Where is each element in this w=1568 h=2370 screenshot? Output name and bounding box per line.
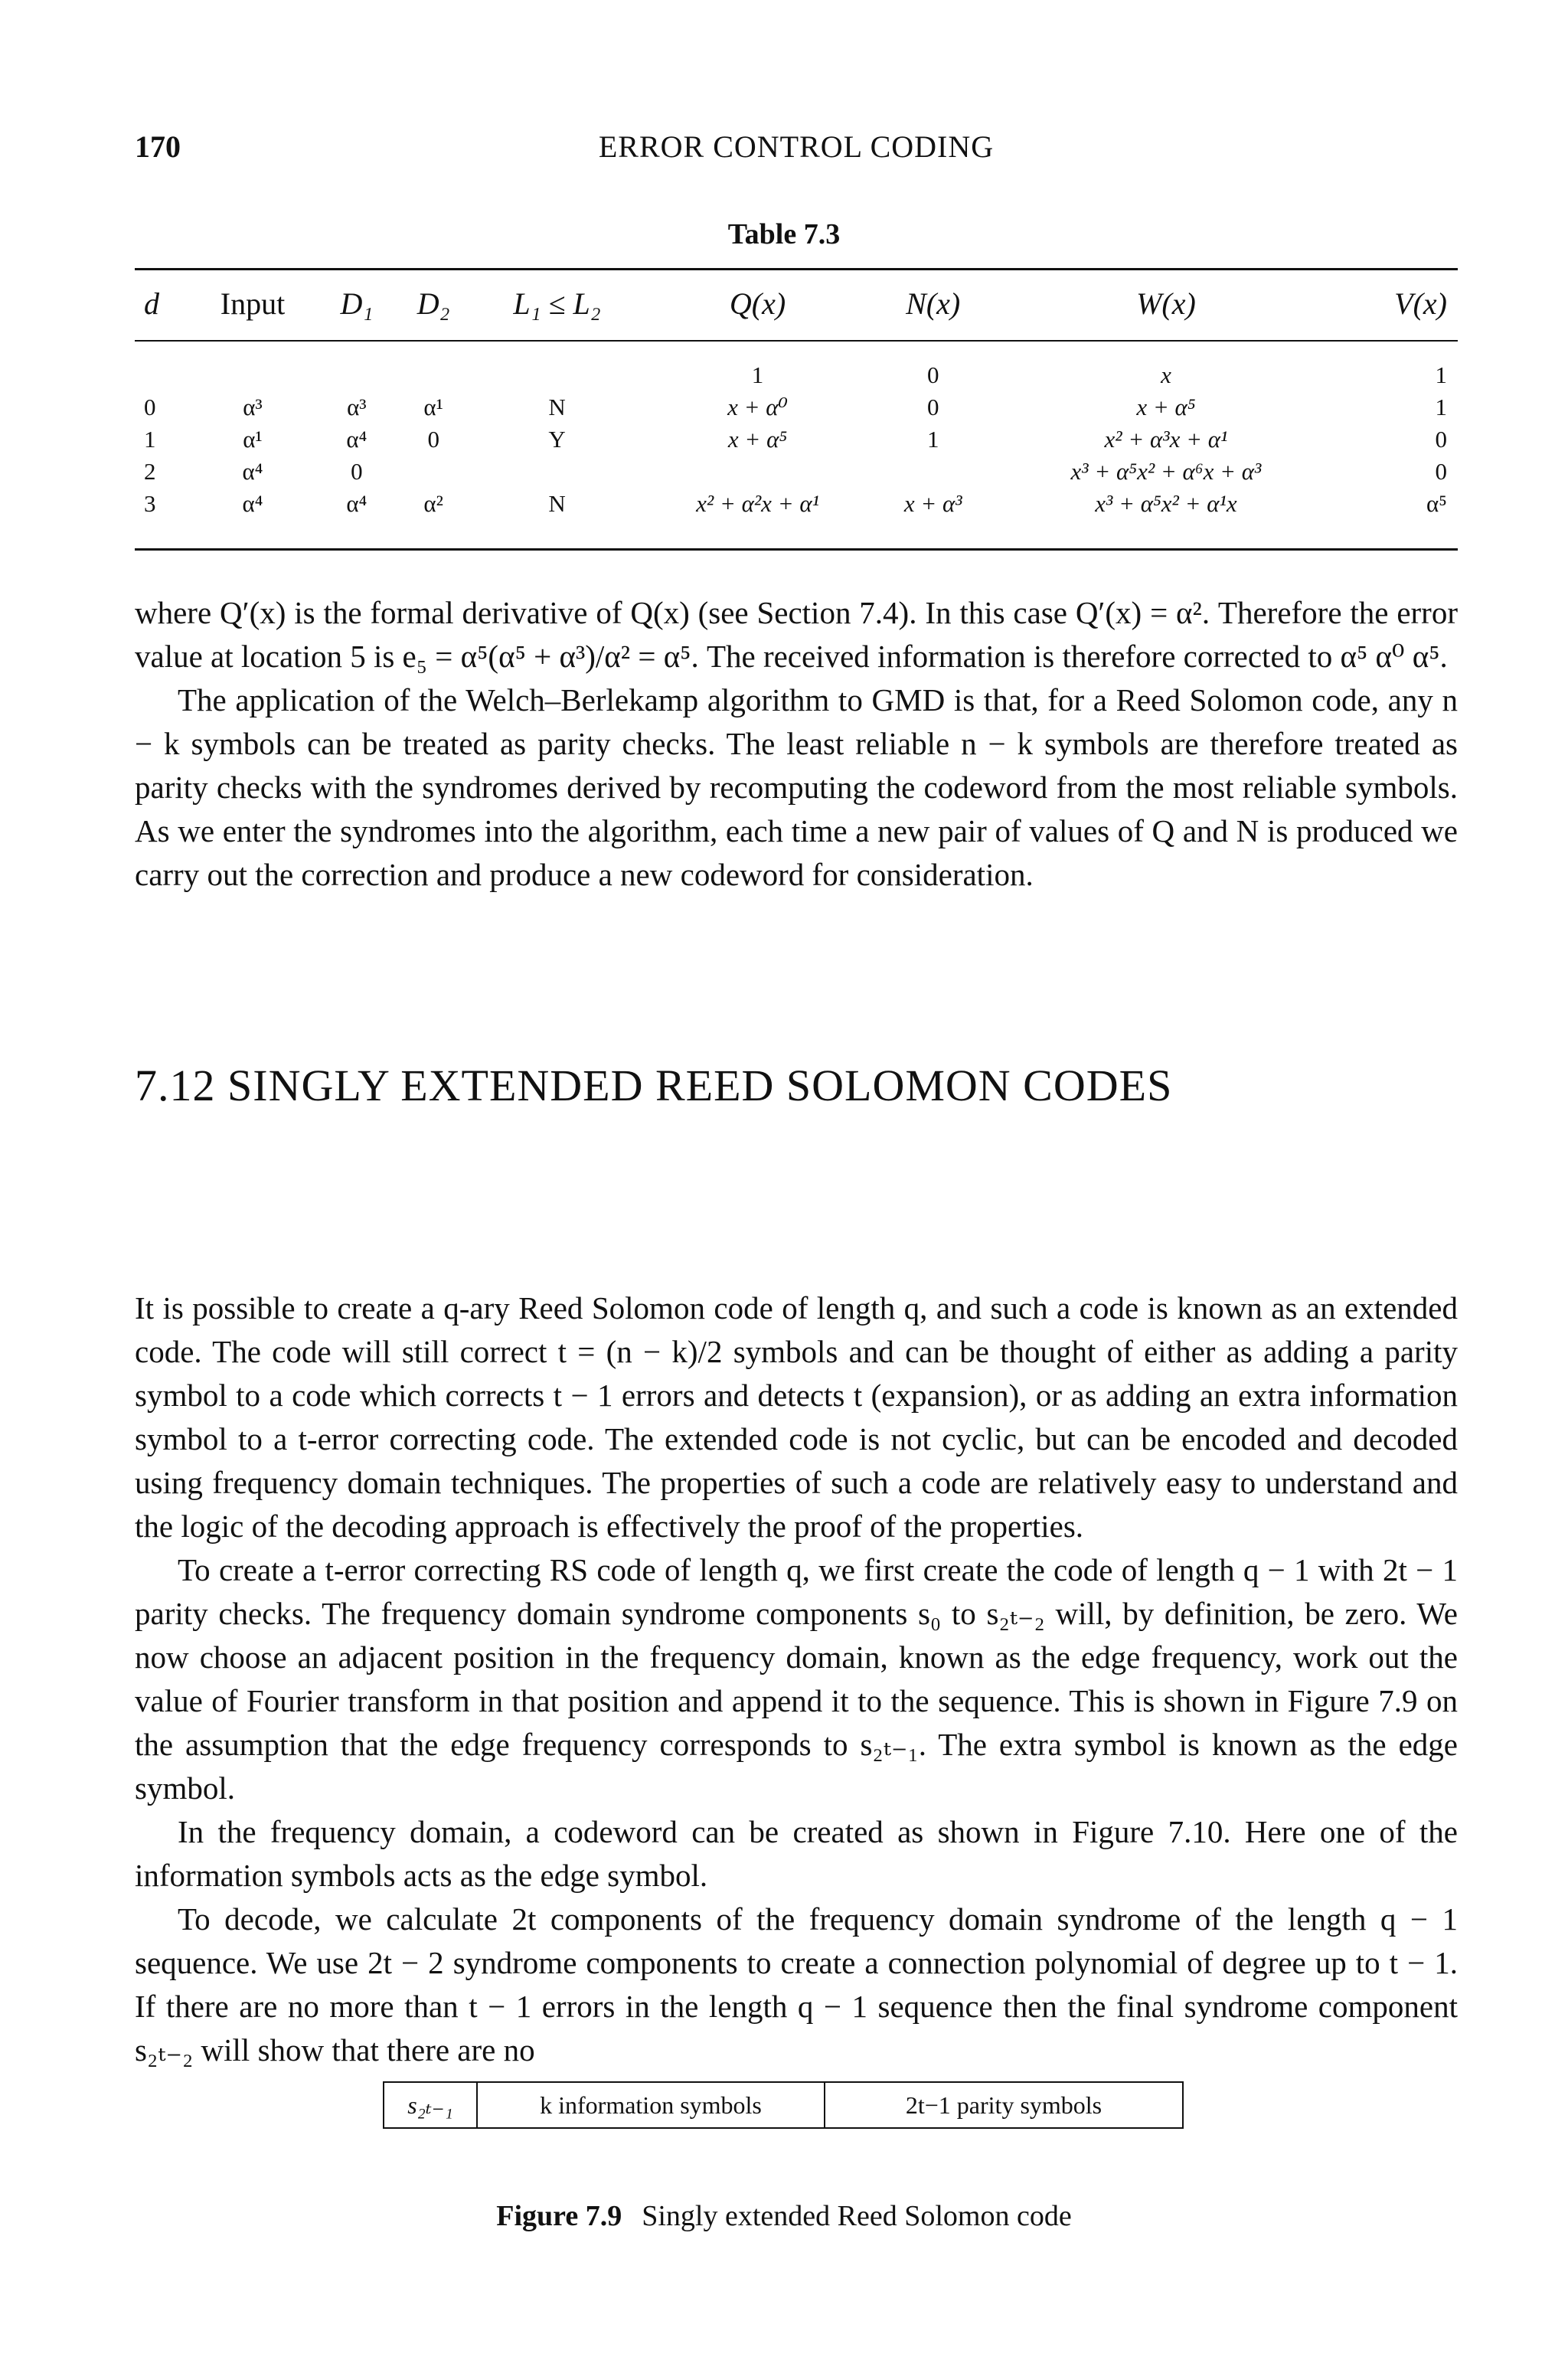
table-cell: x³ + α⁵x² + α⁶x + α³ bbox=[1070, 458, 1262, 485]
table-cell: α¹ bbox=[423, 394, 443, 420]
table-cell: 0 bbox=[926, 394, 939, 420]
table-cell bbox=[318, 341, 395, 391]
table-row bbox=[135, 488, 1458, 550]
table-caption: Table 7.3 bbox=[727, 218, 841, 250]
table-cell bbox=[472, 341, 642, 391]
col-header: D₁ bbox=[340, 286, 374, 321]
table-cell bbox=[395, 341, 472, 391]
table-cell bbox=[135, 341, 187, 391]
table-cell: 3 bbox=[144, 490, 156, 517]
data-table bbox=[135, 268, 1458, 551]
col-header: N(x) bbox=[906, 286, 961, 321]
table-cell: 0 bbox=[144, 394, 156, 420]
edge-symbol-cell: s₂ₜ₋₁ bbox=[384, 2083, 478, 2127]
table-cell bbox=[642, 456, 874, 488]
table-cell: x + α⁰ bbox=[727, 394, 788, 420]
table-cell: 1 bbox=[144, 426, 156, 453]
paragraph: where Q′(x) is the formal derivative of Q(x) (see Section 7.4). In this case Q′(x) = α². Therefore the error value at location 5 is e₅ = α⁵(α⁵ + α³)/α² = α⁵. The received information is therefore corrected to α⁵ α⁰ α⁵. bbox=[135, 595, 1458, 674]
figure-label: Figure 7.9 bbox=[496, 2200, 622, 2232]
table-cell bbox=[395, 456, 472, 488]
running-title: ERROR CONTROL CODING bbox=[598, 129, 995, 164]
table-cell bbox=[873, 456, 993, 488]
table-7-3 bbox=[135, 268, 1458, 551]
table-cell: α¹ bbox=[243, 426, 263, 453]
parity-symbols-cell: 2t−1 parity symbols bbox=[905, 2091, 1102, 2119]
table-cell: 0 bbox=[1435, 426, 1447, 453]
col-header: d bbox=[144, 286, 159, 321]
table-cell: α⁴ bbox=[242, 490, 263, 517]
table-cell: α⁴ bbox=[346, 426, 368, 453]
section-heading: 7.12 SINGLY EXTENDED REED SOLOMON CODES bbox=[135, 1061, 1173, 1110]
text-block-top bbox=[135, 591, 1458, 897]
paragraph: To decode, we calculate 2t components of the frequency domain syndrome of the length q − 1 sequence. We use 2t − 2 syndrome components to create a connection polynomial of degree up to t − 1. If there are no more than t − 1 errors in the length q − 1 sequence then the final syndrome component s₂ₜ₋₂ will show that there are no bbox=[135, 1901, 1458, 2068]
table-row bbox=[135, 341, 1458, 391]
table-cell: x bbox=[1161, 361, 1171, 388]
table-cell: x² + α²x + α¹ bbox=[696, 490, 819, 517]
table-row bbox=[135, 456, 1458, 488]
table-cell: 1 bbox=[1435, 394, 1447, 420]
col-header: Input bbox=[220, 286, 286, 321]
table-cell: 2 bbox=[144, 458, 156, 485]
paragraph: In the frequency domain, a codeword can be created as shown in Figure 7.10. Here one of the information symbols acts as the edge symbol. bbox=[135, 1814, 1458, 1893]
figure-7-9-diagram bbox=[383, 2081, 1184, 2129]
paragraph: The application of the Welch–Berlekamp algorithm to GMD is that, for a Reed Solomon code, any n − k symbols can be treated as parity checks. The least reliable n − k symbols are therefore treated as parity checks with the syndromes derived by recomputing the codeword from the most reliable symbols. As we enter the syndromes into the algorithm, each time a new pair of values of Q and N is produced we carry out the correction and produce a new codeword for consideration. bbox=[135, 682, 1458, 892]
col-header: Q(x) bbox=[729, 286, 786, 321]
table-cell: 1 bbox=[751, 361, 764, 388]
table-header-row bbox=[135, 270, 1458, 342]
table-cell: 0 bbox=[351, 458, 363, 485]
table-cell: α² bbox=[423, 490, 443, 517]
information-symbols-cell: k information symbols bbox=[478, 2083, 825, 2127]
table-cell: x + α⁵ bbox=[727, 426, 788, 453]
table-cell: x + α⁵ bbox=[1136, 394, 1196, 420]
table-cell: 0 bbox=[1435, 458, 1447, 485]
col-header: D₂ bbox=[416, 286, 450, 321]
table-cell bbox=[187, 341, 318, 391]
page-header bbox=[135, 129, 1458, 175]
table-cell: α⁵ bbox=[1426, 490, 1447, 517]
table-cell: 1 bbox=[926, 426, 939, 453]
table-cell: α⁴ bbox=[346, 490, 368, 517]
table-cell: α³ bbox=[347, 394, 367, 420]
figure-caption-text: Singly extended Reed Solomon code bbox=[642, 2200, 1072, 2232]
table-row bbox=[135, 391, 1458, 423]
table-cell: 0 bbox=[427, 426, 439, 453]
table-cell: α⁴ bbox=[242, 458, 263, 485]
paragraph: To create a t-error correcting RS code of length q, we first create the code of length q − 1 with 2t − 1 parity checks. The frequency domain syndrome components s₀ to s₂ₜ₋₂ will, by definition, be zero. We now choose an adjacent position in the frequency domain, known as the edge frequency, work out the value of Fourier transform in that position and append it to the sequence. This is shown in Figure 7.9 on the assumption that the edge frequency corresponds to s₂ₜ₋₁. The extra symbol is known as the edge symbol. bbox=[135, 1552, 1458, 1806]
text-block-section bbox=[135, 1286, 1458, 2072]
col-header: W(x) bbox=[1136, 286, 1196, 321]
table-cell: N bbox=[548, 490, 566, 517]
table-cell: x³ + α⁵x² + α¹x bbox=[1095, 490, 1237, 517]
col-header: L₁ ≤ L₂ bbox=[513, 286, 601, 321]
table-cell: 1 bbox=[1435, 361, 1447, 388]
table-cell bbox=[472, 456, 642, 488]
paragraph: It is possible to create a q-ary Reed Solomon code of length q, and such a code is known as an extended code. The code will still correct t = (n − k)/2 symbols and can be thought of either as adding a parity symbol to a code which corrects t − 1 errors and detects t (expansion), or as adding an extra information symbol to a t-error correcting code. The extended code is not cyclic, but can be encoded and decoded using frequency domain techniques. The properties of such a code are relatively easy to understand and the logic of the decoding approach is effectively the proof of the properties. bbox=[135, 1290, 1458, 1544]
table-cell: x + α³ bbox=[903, 490, 962, 517]
table-cell: N bbox=[548, 394, 566, 420]
table-cell: x² + α³x + α¹ bbox=[1104, 426, 1228, 453]
figure-caption bbox=[0, 2199, 1568, 2233]
page-number: 170 bbox=[135, 129, 181, 164]
table-cell: 0 bbox=[926, 361, 939, 388]
col-header: V(x) bbox=[1394, 286, 1447, 321]
table-cell: α³ bbox=[243, 394, 263, 420]
table-row bbox=[135, 423, 1458, 456]
table-cell: Y bbox=[548, 426, 566, 453]
